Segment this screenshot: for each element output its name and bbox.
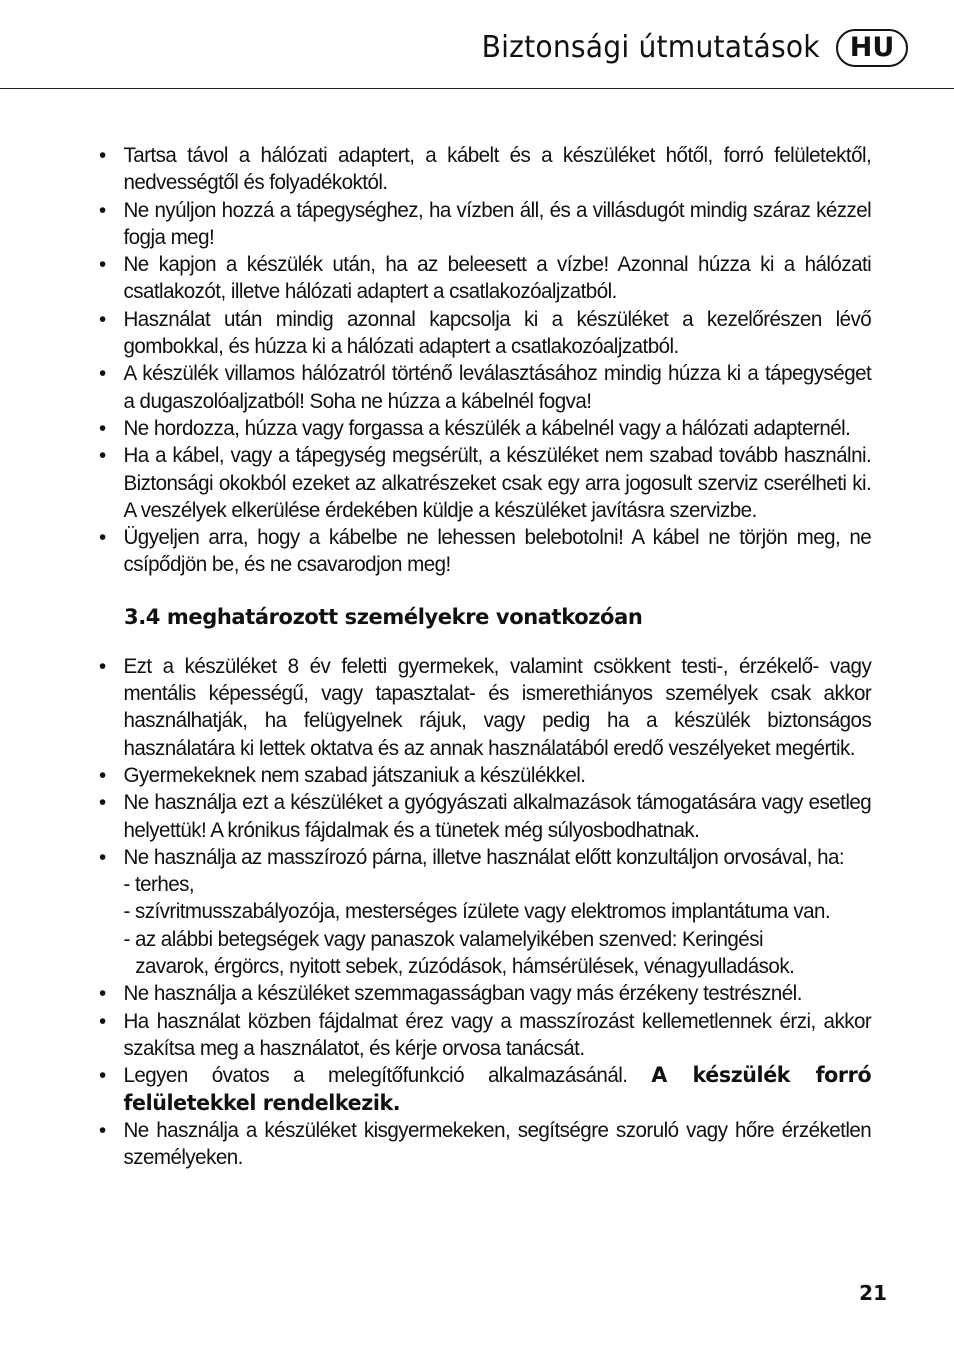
list-item: • Ne hordozza, húzza vagy forgassa a készülék a kábelnél vagy a hálózati adapternél. [97,415,871,442]
page-title: Biztonsági útmutatások [481,30,820,65]
list-item: • Ezt a készüléket 8 év feletti gyermekek, valamint csökkent testi-, érzékelő- vagy mentális képességű, vagy tapasztalat- és ismerethiányos személyek csak akkor használhatják, ha felügyelnek rájuk, vagy pedig ha a készülék biztonságos használatára ki lettek oktatva és az annak használatából eredő veszélyeket megértik. [97,653,871,762]
sub-item-continuation: zavarok, érgörcs, nyitott sebek, zúzódások, hámsérülések, vénagyulladások. [135,955,795,979]
section-heading: 3.4 meghatározott személyekre vonatkozóan [124,604,643,629]
list-item-with-sublist [97,844,871,980]
list-item: • A készülék villamos hálózatról történő leválasztásához mindig húzza ki a tápegységet a dugaszolóaljzatból! Soha ne húzza a kábelnél fogva! [97,360,871,415]
list-item: • Ne használja ezt a készüléket a gyógyászati alkalmazások támogatására vagy esetleg helyettük! A krónikus fájdalmak és a tünetek még súlyosbodhatnak. [97,789,871,844]
safety-list-persons [97,653,887,1172]
list-item-mixed [97,1062,871,1117]
sub-list [123,871,871,980]
sub-item [123,926,871,953]
list-item-intro: Ne használja az masszírozó párna, illetve használat előtt konzultáljon orvosával, ha: [123,845,845,869]
list-item: • Gyermekeknek nem szabad játszaniuk a készülékkel. [97,762,871,789]
list-item: • Tartsa távol a hálózati adaptert, a kábelt és a készüléket hőtől, forró felületektől, nedvességtől és folyadékoktól. [97,142,871,197]
warning-text: Legyen óvatos a melegítőfunkció alkalmazásánál. [123,1064,628,1088]
list-item: • Ha a kábel, vagy a tápegység megsérült, a készüléket nem szabad tovább használni. Biztonsági okokból ezeket az alkatrészeket csak egy arra jogosult szerviz cserélheti ki. A veszélyek elkerülése érdekében küldje a készüléket javításra szervizbe. [97,442,871,524]
safety-list-general [97,142,887,579]
page-number: 21 [859,1281,887,1305]
header-divider [0,88,954,89]
list-item: • Ne használja a készüléket kisgyermekeken, segítségre szoruló vagy hőre érzéketlen személyeken. [97,1117,871,1172]
sub-item-first-line: - az alábbi betegségek vagy panaszok valamelyikében szenved: Keringési [123,927,764,951]
language-badge: HU [836,29,908,67]
warning-text-bold: A készülék forró felületekkel rendelkezik. [123,1063,872,1115]
list-item: • Használat után mindig azonnal kapcsolja ki a készüléket a kezelőrészen lévő gombokkal, és húzza ki a hálózati adaptert a csatlakozóaljzatból. [97,306,871,361]
list-item: • Ha használat közben fájdalmat érez vagy a masszírozást kellemetlennek érzi, akkor szakítsa meg a használatot, és kérje orvosa tanácsát. [97,1008,871,1063]
list-item: • Ne kapjon a készülék után, ha az beleesett a vízbe! Azonnal húzza ki a hálózati csatlakozót, illetve hálózati adaptert a csatlakozóaljzatból. [97,251,871,306]
list-item: • Ne nyúljon hozzá a tápegységhez, ha vízben áll, és a villásdugót mindig száraz kézzel fogja meg! [97,197,871,252]
sub-item: - szívritmusszabályozója, mesterséges ízülete vagy elektromos implantátuma van. [123,900,831,924]
list-item: • Ne használja a készüléket szemmagasságban vagy más érzékeny testrésznél. [97,980,871,1007]
sub-item: - terhes, [123,873,195,897]
list-item: • Ügyeljen arra, hogy a kábelbe ne lehessen belebotolni! A kábel ne törjön meg, ne csípődjön be, és ne csavarodjon meg! [97,524,871,579]
page-content [97,142,887,1171]
